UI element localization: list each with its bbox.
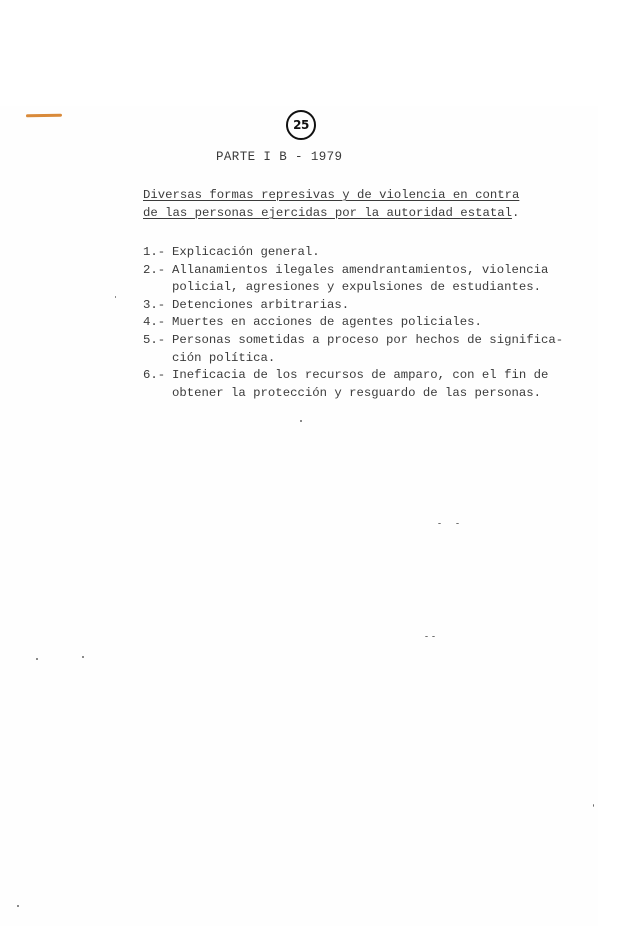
item-number: 1.-: [143, 245, 166, 259]
item-text: Ineficacia de los recursos de amparo, con el fin de obtener la protección y resguardo de las personas.: [172, 368, 549, 400]
list-item: [143, 262, 563, 297]
list-item: [143, 297, 563, 315]
item-number: 2.-: [143, 262, 166, 277]
scan-speck: [593, 804, 594, 807]
list-item: [143, 314, 563, 332]
scan-speck: [17, 905, 19, 907]
scan-speck: [432, 636, 435, 637]
list-item: [143, 332, 563, 367]
page-number-stamp: 25: [286, 110, 316, 140]
topic-list: [143, 244, 563, 402]
scan-speck: [36, 658, 38, 660]
paper-sheet: [0, 106, 598, 926]
item-text: Allanamientos ilegales amendrantamientos, violencia policial, agresiones y expulsiones de estudiantes.: [172, 262, 549, 295]
pencil-mark: [26, 114, 62, 118]
title-line: Diversas formas represivas y de violencia en contra: [143, 188, 520, 202]
scan-speck: [115, 296, 116, 298]
item-number: 6.-: [143, 368, 166, 383]
scan-speck: [456, 523, 459, 524]
item-text: Muertes en acciones de agentes policiales.: [172, 315, 482, 330]
item-text: Detenciones arbitrarias.: [172, 297, 350, 312]
scan-speck: [425, 636, 428, 637]
scan-speck: [438, 523, 441, 524]
item-number: 3.-: [143, 297, 166, 312]
scan-speck: [300, 420, 302, 422]
item-number: 4.-: [143, 315, 166, 330]
scan-speck: [82, 656, 84, 658]
title-line: de las personas ejercidas por la autoridad estatal.: [143, 206, 520, 220]
item-number: 5.-: [143, 332, 166, 347]
list-item: [143, 367, 563, 402]
item-text: Explicación general.: [172, 245, 320, 259]
document-header: PARTE I B - 1979: [216, 150, 343, 164]
item-text: Personas sometidas a proceso por hechos de significa- ción política.: [172, 332, 564, 365]
list-item: [143, 244, 563, 262]
document-title: [143, 186, 523, 222]
